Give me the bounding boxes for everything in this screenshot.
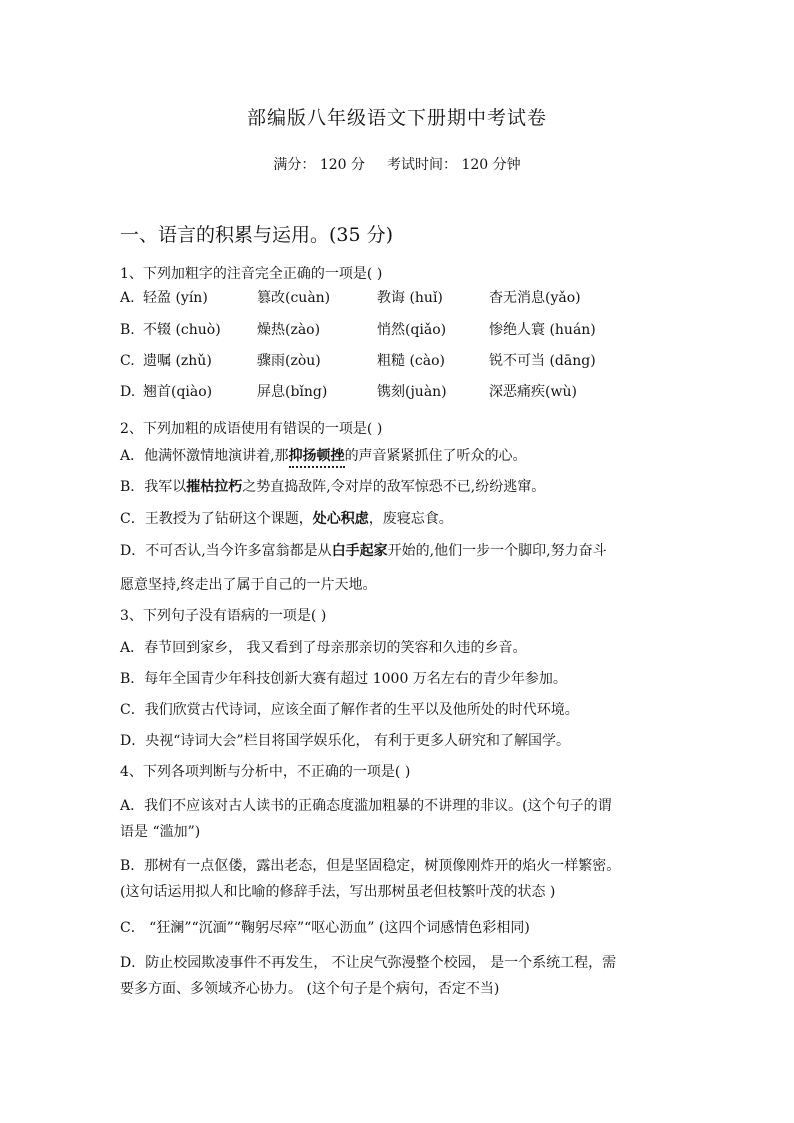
option-text: 开始的,他们一步一个脚印,努力奋斗	[387, 543, 607, 559]
question-4-stem: 4、下列各项判断与分析中，不正确的一项是( )	[120, 764, 411, 780]
option-item: 轻盈 (yín)	[143, 290, 208, 306]
question-2-option-d-continued: 愿意坚持,终走出了属于自己的一片天地。	[120, 577, 377, 593]
option-item: 惨绝人寰 (huán)	[489, 322, 596, 338]
section-heading: 一、语言的积累与运用。(35 分)	[120, 224, 394, 246]
option-text: 之势直捣敌阵,令对岸的敌军惊恐不已,纷纷逃窜。	[242, 479, 546, 495]
exam-info	[0, 154, 794, 174]
option-text: ，废寝忘食。	[368, 511, 453, 527]
option-item: 遗嘱 (zhǔ)	[143, 353, 212, 369]
option-item: 不辍 (chuò)	[143, 322, 221, 338]
option-text: C．王教授为了钻研这个课题，	[120, 511, 313, 527]
page-title: 部编版八年级语文下册期中考试卷	[246, 107, 547, 129]
question-2-stem: 2、下列加粗的成语使用有错误的一项是( )	[120, 421, 383, 437]
option-text: 的声音紧紧抓住了听众的心。	[344, 448, 527, 464]
question-4-option-d: D．防止校园欺凌事件不再发生， 不让戾气弥漫整个校园， 是一个系统工程，需	[120, 955, 617, 971]
question-4-option-b: B．那树有一点伛偻，露出老态，但是坚固稳定，树顶像刚炸开的焰火一样繁密。	[120, 858, 621, 874]
option-item: 骤雨(zòu)	[257, 353, 321, 369]
question-3-option-d: D．央视“诗词大会”栏目将国学娱乐化， 有利于更多人研究和了解国学。	[120, 733, 570, 749]
full-score: 满分： 120 分	[273, 157, 365, 173]
question-4-option-a-continued: 语是 “滥加”)	[120, 824, 201, 840]
option-item: 粗糙 (cào)	[377, 353, 445, 369]
option-text: A．他满怀激情地演讲着,那	[120, 448, 289, 464]
highlighted-idiom: 抑扬顿挫	[289, 448, 345, 468]
question-3-option-a: A．春节回到家乡， 我又看到了母亲那亲切的笑容和久违的乡音。	[120, 640, 527, 656]
question-2-option-d	[120, 541, 607, 561]
option-label: B.	[120, 322, 135, 338]
option-item: 燥热(zào)	[257, 322, 321, 338]
option-item: 杳无消息(yǎo)	[489, 290, 581, 306]
highlighted-idiom: 白手起家	[331, 543, 388, 559]
option-item: 悄然(qiǎo)	[377, 322, 447, 338]
highlighted-idiom: 摧枯拉朽	[186, 479, 243, 495]
highlighted-idiom: 处心积虑	[312, 511, 369, 527]
option-text: B．我军以	[120, 479, 187, 495]
question-4-option-c: C． “狂澜”“沉湎”“鞠躬尽瘁”“呕心沥血” (这四个词感情色彩相同)	[120, 920, 530, 936]
option-item: 翘首(qiào)	[143, 384, 213, 400]
question-4-option-b-continued: (这句话运用拟人和比喻的修辞手法，写出那树虽老但枝繁叶茂的状态 )	[120, 884, 556, 900]
question-2-option-a	[120, 446, 527, 466]
option-item: 篡改(cuàn)	[257, 290, 331, 306]
option-item: 深恶痛疾(wù)	[489, 384, 577, 400]
question-3-option-c: C．我们欣赏古代诗词，应该全面了解作者的生平以及他所处的时代环境。	[120, 702, 579, 718]
question-2-option-b	[120, 477, 545, 497]
option-item: 锐不可当 (dāng)	[489, 353, 596, 369]
option-item: 教诲 (huǐ)	[377, 290, 443, 306]
option-label: A.	[120, 290, 135, 306]
question-4-option-a: A．我们不应该对古人读书的正确态度滥加粗暴的不讲理的非议。(这个句子的谓	[120, 798, 612, 814]
question-4-option-d-continued: 要多方面、多领域齐心协力。 (这个句子是个病句，否定不当)	[120, 981, 500, 997]
question-2-option-c	[120, 509, 453, 529]
option-item: 屏息(bǐng)	[257, 384, 328, 400]
option-text: D．不可否认,当今许多富翁都是从	[120, 543, 332, 559]
option-label: C.	[120, 353, 135, 369]
question-1-stem: 1、下列加粗字的注音完全正确的一项是( )	[120, 266, 383, 282]
question-3-option-b: B．每年全国青少年科技创新大赛有超过 1000 万名左右的青少年参加。	[120, 671, 567, 687]
option-label: D.	[120, 384, 136, 400]
question-3-stem: 3、下列句子没有语病的一项是( )	[120, 608, 327, 624]
exam-time: 考试时间： 120 分钟	[387, 157, 521, 173]
option-item: 镌刻(juàn)	[377, 384, 447, 400]
